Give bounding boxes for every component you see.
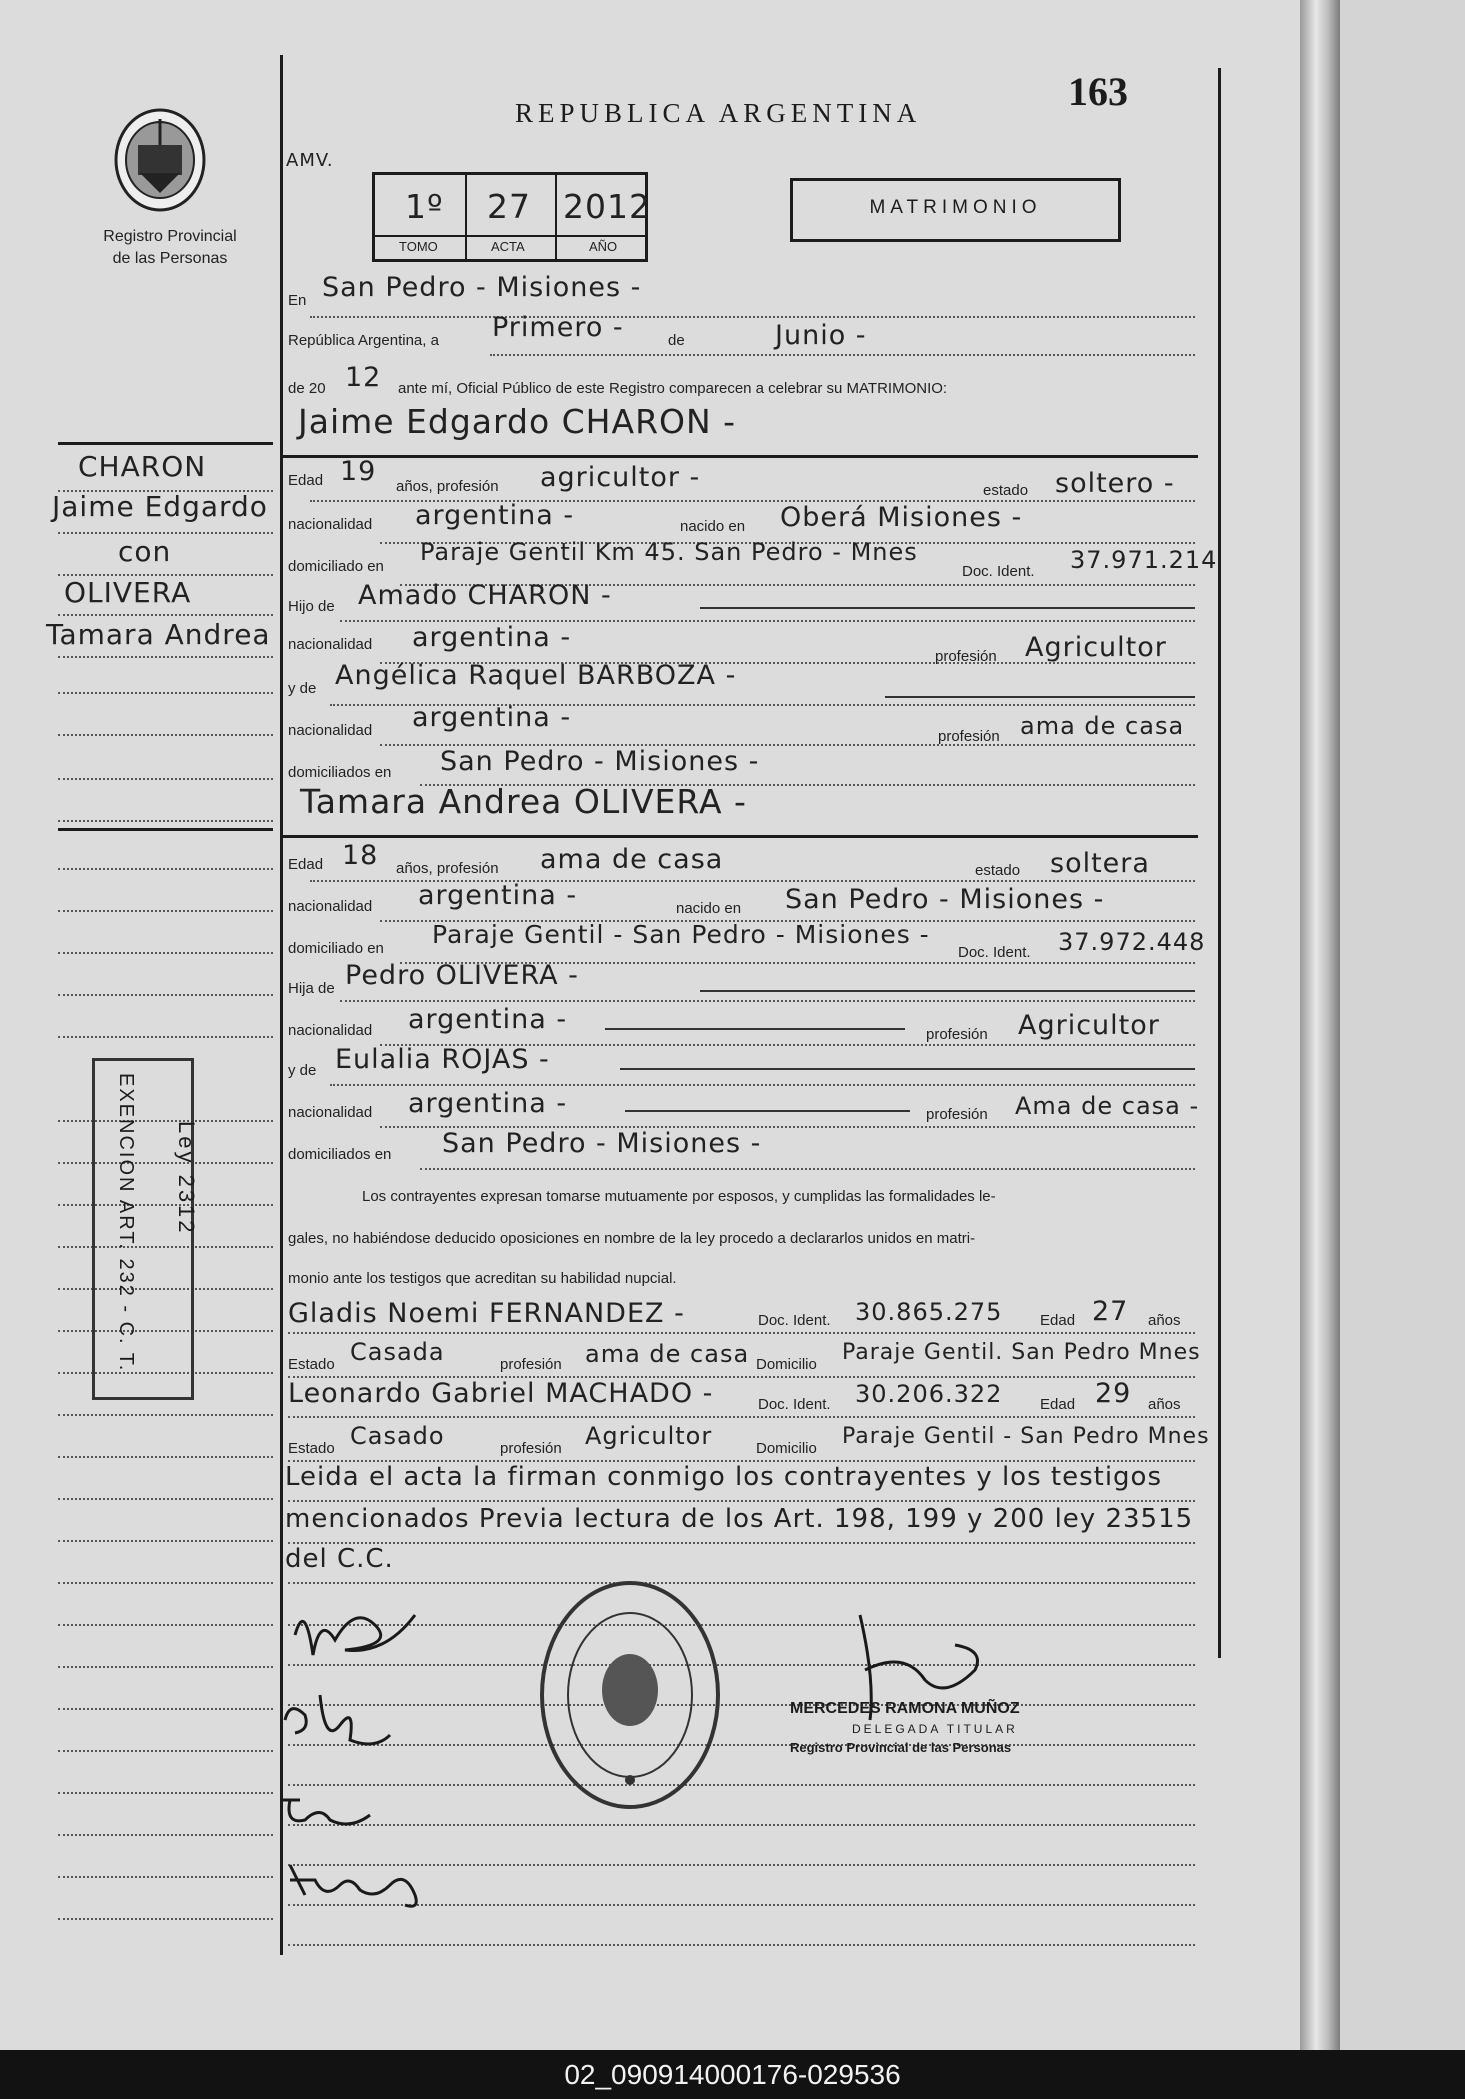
- bride-signature: [280, 1685, 400, 1755]
- bride-doc-label: Doc. Ident.: [958, 944, 1031, 961]
- registry-name-line2: de las Personas: [112, 250, 228, 267]
- act-year-suffix: 12: [345, 362, 382, 393]
- witness1-age: 27: [1092, 1296, 1129, 1327]
- bride-father-prof-label: profesión: [926, 1026, 988, 1043]
- groom-address: Paraje Gentil Km 45. San Pedro - Mnes: [420, 538, 918, 566]
- tomo-label: TOMO: [399, 239, 438, 254]
- groom-civil-status: soltero -: [1055, 468, 1175, 499]
- bride-profession: ama de casa: [540, 844, 724, 875]
- bride-mother-profession: Ama de casa -: [1015, 1092, 1200, 1120]
- witness2-name: Leonardo Gabriel MACHADO -: [288, 1378, 714, 1409]
- exemption-stamp-line1: Ley 2312: [174, 1121, 199, 1236]
- witness1-name: Gladis Noemi FERNANDEZ -: [288, 1298, 685, 1329]
- folio-number: 163: [1068, 69, 1128, 114]
- groom-mother: Angélica Raquel BARBOZA -: [335, 660, 737, 691]
- witness2-doc-label: Doc. Ident.: [758, 1396, 831, 1413]
- bride-mother-prof-label: profesión: [926, 1106, 988, 1123]
- witness1-signature: [280, 1855, 440, 1915]
- witness2-address: Paraje Gentil - San Pedro Mnes: [842, 1424, 1210, 1449]
- bride-birthplace: San Pedro - Misiones -: [785, 884, 1105, 915]
- country-title: REPUBLICA ARGENTINA: [515, 98, 922, 128]
- margin-with: con: [118, 535, 172, 568]
- official-title: DELEGADA TITULAR: [852, 1722, 1018, 1736]
- bride-father: Pedro OLIVERA -: [345, 960, 579, 991]
- bride-father-nat-label: nacionalidad: [288, 1022, 373, 1039]
- witness2-domicilio-label: Domicilio: [756, 1440, 817, 1457]
- witness2-profesion-label: profesión: [500, 1440, 562, 1457]
- groom-nationality: argentina -: [415, 500, 575, 531]
- groom-profession: agricultor -: [540, 462, 701, 493]
- acta-value: 27: [487, 187, 531, 226]
- en-label: En: [288, 292, 307, 309]
- anio-value: 2012: [563, 187, 651, 226]
- bride-nacionalidad-label: nacionalidad: [288, 898, 373, 915]
- bride-parents-address: San Pedro - Misiones -: [442, 1128, 762, 1159]
- closing-line1: Leida el acta la firman conmigo los contrayentes y los testigos: [285, 1462, 1162, 1492]
- groom-estado-label: estado: [983, 482, 1029, 499]
- groom-domiciliado-label: domiciliado en: [288, 558, 384, 575]
- bride-doc-number: 37.972.448: [1058, 928, 1206, 956]
- bride-y-de-label: y de: [288, 1062, 317, 1079]
- adjacent-page: [1340, 0, 1465, 2050]
- declaration-line2: gales, no habiéndose deducido oposiciones en nombre de la ley procedo a declararlos unidos en matri-: [288, 1230, 976, 1247]
- groom-father-profession: Agricultor: [1025, 632, 1167, 663]
- book-binding: [1300, 0, 1340, 2050]
- registry-name-line1: Registro Provincial: [103, 228, 237, 245]
- scan-id-footer: 02_090914000176-029536: [0, 2050, 1465, 2099]
- groom-doc-label: Doc. Ident.: [962, 563, 1035, 580]
- bride-civil-status: soltera: [1050, 848, 1150, 879]
- clerk-initials: AMV.: [286, 150, 334, 171]
- bride-nacido-label: nacido en: [676, 900, 742, 917]
- witness2-profession: Agricultor: [585, 1422, 713, 1450]
- groom-nacido-label: nacido en: [680, 518, 746, 535]
- act-number-box: [372, 172, 651, 262]
- groom-age: 19: [340, 456, 377, 487]
- bride-estado-label: estado: [975, 862, 1021, 879]
- witness2-signature: [270, 1785, 380, 1835]
- groom-father-nat-label: nacionalidad: [288, 636, 373, 653]
- official-name: MERCEDES RAMONA MUÑOZ: [790, 1700, 1020, 1717]
- place-of-act: San Pedro - Misiones -: [322, 272, 642, 303]
- official-registry-seal-icon: [535, 1575, 725, 1815]
- witness2-age: 29: [1095, 1378, 1132, 1409]
- groom-birthplace: Oberá Misiones -: [780, 502, 1023, 533]
- margin-rule: [280, 55, 283, 1955]
- official-org: Registro Provincial de las Personas: [790, 1740, 1012, 1755]
- witness1-doc-number: 30.865.275: [855, 1298, 1003, 1326]
- closing-line3: del C.C.: [285, 1544, 394, 1574]
- bride-profesion-label: años, profesión: [396, 860, 499, 877]
- bride-full-name: Tamara Andrea OLIVERA -: [300, 782, 747, 821]
- act-type: MATRIMONIO: [869, 197, 1042, 218]
- groom-father: Amado CHARON -: [358, 580, 612, 611]
- declaration-line3: monio ante los testigos que acreditan su habilidad nupcial.: [288, 1270, 677, 1287]
- tomo-value: 1º: [405, 187, 444, 226]
- groom-father-nationality: argentina -: [412, 622, 572, 653]
- anio-label: AÑO: [589, 239, 618, 254]
- closing-line2: mencionados Previa lectura de los Art. 198, 199 y 200 ley 23515: [285, 1504, 1194, 1534]
- bride-father-profession: Agricultor: [1018, 1010, 1160, 1041]
- witness1-profesion-label: profesión: [500, 1356, 562, 1373]
- groom-edad-label: Edad: [288, 472, 324, 489]
- groom-parents-dom-label: domiciliados en: [288, 764, 392, 781]
- groom-full-name: Jaime Edgardo CHARON -: [298, 402, 737, 441]
- groom-mother-nat-label: nacionalidad: [288, 722, 373, 739]
- bride-nationality: argentina -: [418, 880, 578, 911]
- groom-doc-number: 37.971.214: [1070, 546, 1218, 574]
- intro-text: ante mí, Oficial Público de este Registro comparecen a celebrar su MATRIMONIO:: [398, 380, 948, 397]
- margin-groom-names: Jaime Edgardo: [52, 490, 268, 523]
- witness1-edad-label: Edad: [1040, 1312, 1076, 1329]
- groom-mother-nationality: argentina -: [412, 702, 572, 733]
- margin-bride-surname: OLIVERA: [64, 576, 192, 609]
- year-prefix: de 20: [288, 380, 326, 397]
- witness2-doc-number: 30.206.322: [855, 1380, 1003, 1408]
- witness2-status: Casado: [350, 1422, 445, 1450]
- margin-groom-surname: CHARON: [78, 450, 207, 483]
- bride-father-nationality: argentina -: [408, 1004, 568, 1035]
- acta-label: ACTA: [491, 239, 525, 254]
- bride-address: Paraje Gentil - San Pedro - Misiones -: [432, 920, 930, 949]
- witness1-status: Casada: [350, 1338, 445, 1366]
- exemption-stamp-line2: EXENCION ART. 232 - C. T.: [115, 1073, 137, 1373]
- groom-nacionalidad-label: nacionalidad: [288, 516, 373, 533]
- groom-profesion-label: años, profesión: [396, 478, 499, 495]
- witness2-anos-label: años: [1148, 1396, 1181, 1413]
- tax-exemption-stamp: [92, 1058, 199, 1400]
- bride-edad-label: Edad: [288, 856, 324, 873]
- act-month: Junio -: [775, 320, 867, 351]
- witness1-doc-label: Doc. Ident.: [758, 1312, 831, 1329]
- groom-mother-profession: ama de casa: [1020, 712, 1185, 740]
- witness1-profession: ama de casa: [585, 1340, 750, 1368]
- groom-mother-prof-label: profesión: [938, 728, 1000, 745]
- republica-label: República Argentina, a: [288, 332, 439, 349]
- witness1-anos-label: años: [1148, 1312, 1181, 1329]
- groom-hijo-label: Hijo de: [288, 598, 335, 615]
- bride-mother-nat-label: nacionalidad: [288, 1104, 373, 1121]
- bride-parents-dom-label: domiciliados en: [288, 1146, 392, 1163]
- bride-domiciliado-label: domiciliado en: [288, 940, 384, 957]
- groom-father-prof-label: profesión: [935, 648, 997, 665]
- witness1-estado-label: Estado: [288, 1356, 335, 1373]
- witness1-domicilio-label: Domicilio: [756, 1356, 817, 1373]
- groom-signature: [285, 1595, 425, 1665]
- bride-mother: Eulalia ROJAS -: [335, 1044, 550, 1075]
- margin-bride-names: Tamara Andrea: [46, 618, 271, 651]
- bride-age: 18: [342, 840, 379, 871]
- groom-y-de-label: y de: [288, 680, 317, 697]
- provincial-coat-of-arms-icon: [112, 105, 208, 215]
- bride-mother-nationality: argentina -: [408, 1088, 568, 1119]
- act-type-box: [790, 178, 1121, 242]
- act-day: Primero -: [492, 312, 624, 343]
- groom-parents-address: San Pedro - Misiones -: [440, 746, 760, 777]
- witness2-estado-label: Estado: [288, 1440, 335, 1457]
- witness1-address: Paraje Gentil. San Pedro Mnes: [842, 1340, 1201, 1365]
- declaration-line1: Los contrayentes expresan tomarse mutuamente por esposos, y cumplidas las formalidades le-: [362, 1188, 996, 1205]
- de-label: de: [668, 332, 685, 349]
- witness2-edad-label: Edad: [1040, 1396, 1076, 1413]
- bride-hija-label: Hija de: [288, 980, 335, 997]
- right-rule: [1218, 68, 1221, 1658]
